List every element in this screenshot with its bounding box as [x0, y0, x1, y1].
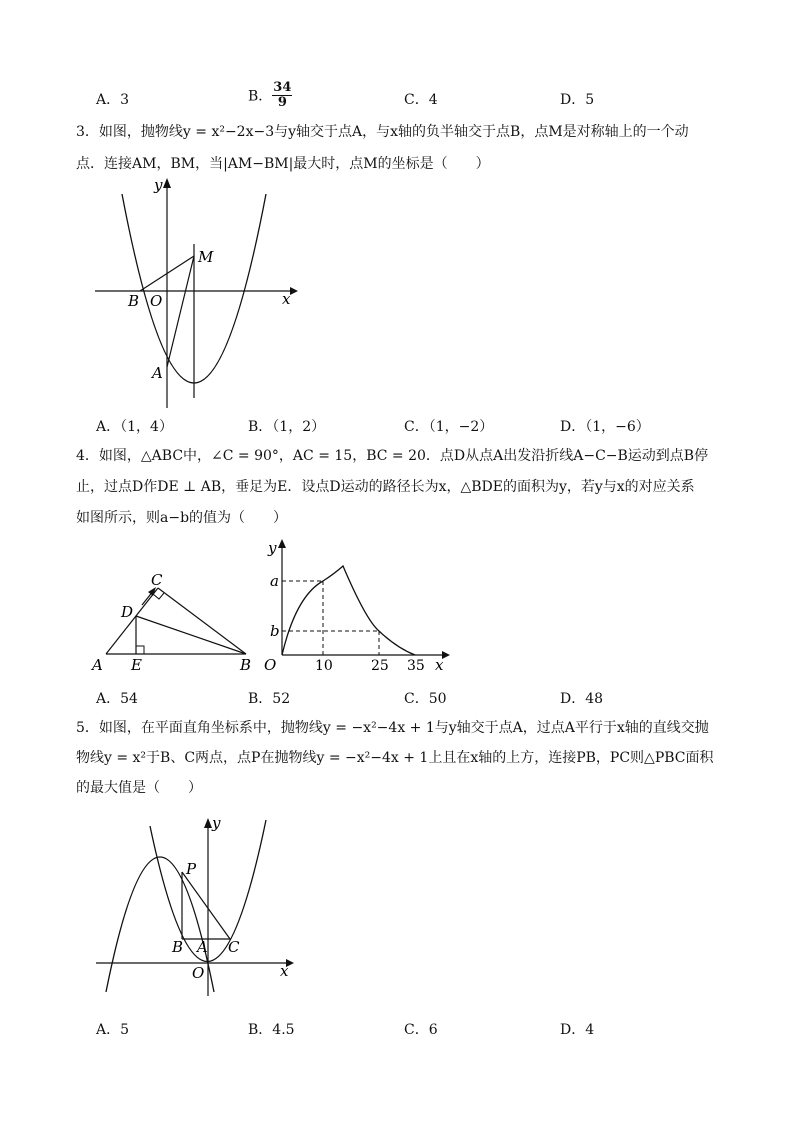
tick-35: 35 [407, 658, 425, 674]
side-cb [158, 588, 246, 654]
q3-text-line1: 3．如图，抛物线y = x²−2x−3与y轴交于点A，与x轴的负半轴交于点B，点M是对称轴上的一个动 [76, 124, 689, 140]
q4-option-a: A．54 [96, 691, 138, 707]
label-p: P [186, 860, 197, 878]
q5-text-line3: 的最大值是（ ） [76, 780, 202, 796]
q3-text-line2: 点．连接AM，BM，当|AM−BM|最大时，点M的坐标是（ ） [76, 156, 490, 172]
label-a: A [197, 938, 208, 956]
label-o: O [192, 964, 205, 982]
label-b-value: b [270, 622, 280, 640]
y-axis-arrow [278, 539, 286, 548]
label-a-value: a [270, 572, 279, 590]
q4-option-c: C．50 [404, 691, 447, 707]
q4-text-line1: 4．如图，△ABC中，∠C = 90°，AC = 15，BC = 20．点D从点A出发沿折线A−C−B运动到点B停 [76, 448, 709, 464]
q5-text-line2: 物线y = x²于B、C两点，点P在抛物线y = −x²−4x + 1上且在x轴的上方，连接PB，PC则△PBC面积 [76, 750, 714, 766]
label-c: C [151, 571, 163, 589]
segment-db [136, 616, 246, 654]
label-x: x [280, 962, 289, 980]
q4-graph-figure [262, 538, 452, 676]
q5-figure [90, 810, 300, 1000]
label-b: B [128, 292, 140, 310]
label-d: D [121, 603, 134, 621]
q2-option-d: D．5 [560, 92, 595, 108]
q2-option-a: A．3 [96, 92, 130, 108]
tick-10: 10 [315, 658, 333, 674]
segment-pc [182, 872, 230, 939]
right-angle-mark-c [153, 593, 164, 599]
right-angle-mark-e [136, 646, 144, 654]
q4-option-d: D．48 [560, 691, 604, 707]
q3-option-a: A．（1，4） [96, 419, 173, 435]
label-e: E [131, 656, 142, 674]
y-axis-arrow [163, 178, 171, 188]
q4-text-line2: 止，过点D作DE ⊥ AB，垂足为E．设点D运动的路径长为x，△BDE的面积为y，若y与x的对应关系 [76, 479, 695, 495]
q4-option-b: B．52 [248, 691, 291, 707]
x-axis-arrow [290, 287, 298, 295]
q3-figure [90, 176, 300, 412]
y-axis-arrow [204, 818, 212, 828]
label-a: A [92, 656, 103, 674]
q4-triangle-figure [90, 568, 260, 674]
label-c: C [228, 938, 240, 956]
label-m: M [198, 248, 214, 266]
tick-25: 25 [371, 658, 389, 674]
label-b: B [240, 656, 252, 674]
q3-option-b: B．（1，2） [248, 419, 326, 435]
q5-text-line1: 5．如图，在平面直角坐标系中，抛物线y = −x²−4x + 1与y轴交于点A，过点A平行于x轴的直线交抛 [76, 720, 709, 736]
label-y: y [268, 539, 277, 557]
q2-option-c: C．4 [404, 92, 438, 108]
q3-option-c: C．（1，−2） [404, 419, 494, 435]
label-a: A [152, 364, 163, 382]
label-x: x [282, 290, 291, 308]
segment-am [167, 256, 194, 367]
label-y: y [154, 176, 163, 194]
label-origin: O [264, 656, 277, 674]
q5-option-c: C．6 [404, 1022, 438, 1038]
y-x-curve [282, 566, 415, 655]
q5-option-b: B．4.5 [248, 1022, 295, 1038]
q5-option-d: D．4 [560, 1022, 595, 1038]
label-b: B [172, 938, 184, 956]
q3-option-d: D．（1，−6） [560, 419, 650, 435]
q2-option-b: B． $\frac{34}{9}$ [248, 80, 292, 110]
label-x: x [435, 656, 444, 674]
label-o: O [150, 292, 163, 310]
q5-option-a: A．5 [96, 1022, 130, 1038]
q4-text-line3: 如图所示，则a−b的值为（ ） [76, 510, 288, 526]
label-y: y [212, 814, 221, 832]
fraction: $\frac{34}{9}$ [273, 80, 292, 110]
